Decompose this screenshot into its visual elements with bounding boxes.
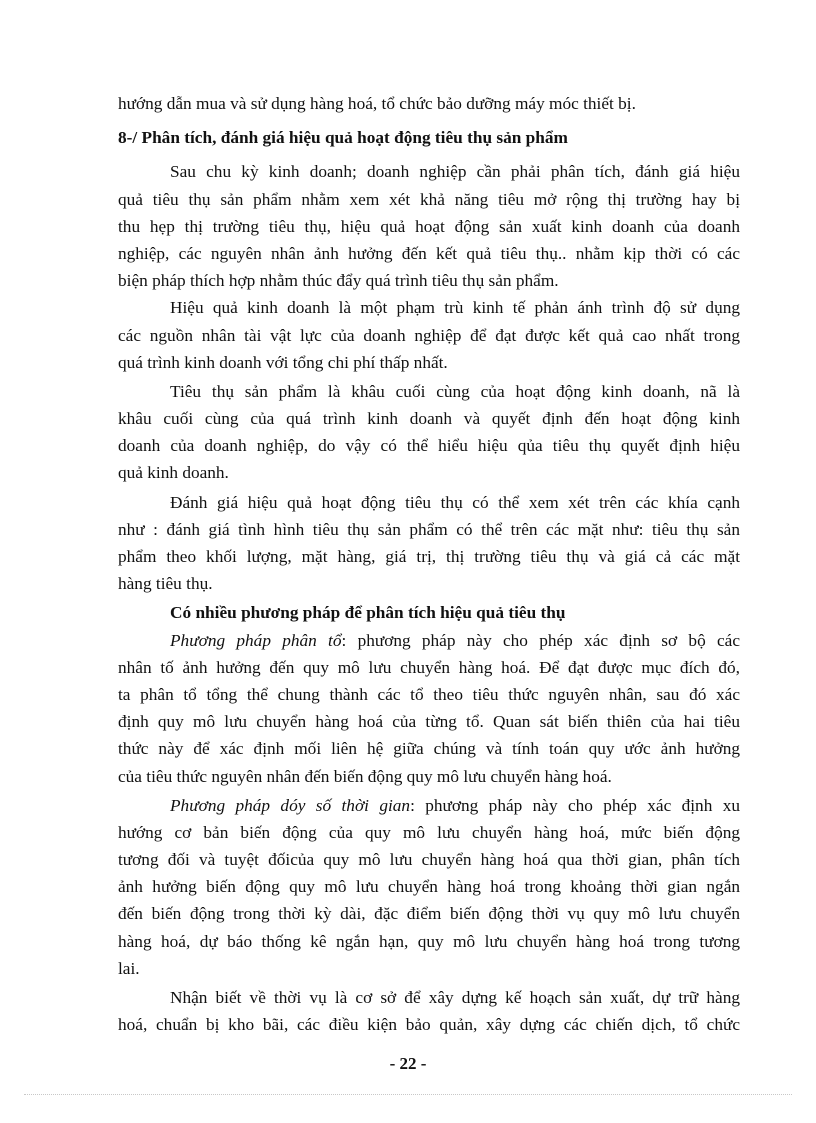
methods-heading: Có nhiều phương pháp để phân tích hiệu quả tiêu thụ <box>170 603 566 623</box>
text-line: nhân tố ảnh hưởng đến quy mô lưu chuyển hàng hoá. Để đạt được mục đích đó, <box>118 657 740 677</box>
method-2-term: Phương pháp dóy số thời gian <box>170 795 411 815</box>
text-line: hàng tiêu thụ. <box>118 574 213 594</box>
text-line: ảnh hưởng biến động quy mô lưu chuyển hàng hoá trong khoảng thời gian ngắn <box>118 877 740 897</box>
paragraph-3 <box>118 378 740 487</box>
text-line: các nguồn nhân tài vật lực của doanh nghiệp để đạt được kết quả cao nhất trong <box>118 325 740 345</box>
page-body <box>118 90 740 1038</box>
text-line: ta phân tổ tổng thể chung thành các tổ theo tiêu thức nguyên nhân, sau đó xác <box>118 684 740 704</box>
text-line: như : đánh giá tình hình tiêu thụ sản phẩm có thể trên các mặt như: tiêu thụ sản <box>118 519 740 539</box>
method-1-term: Phương pháp phân tổ <box>170 630 342 650</box>
text-line: thức này để xác định mối liên hệ giữa chúng và tính toán quy ước ảnh hưởng <box>118 739 740 759</box>
paragraph-2 <box>118 294 740 376</box>
text-line: của tiêu thức nguyên nhân đến biến động quy mô lưu chuyển hàng hoá. <box>118 766 612 786</box>
method-2-paragraph <box>118 792 740 982</box>
text-line: khâu cuối cùng của quá trình kinh doanh và quyết định đến hoạt động kinh <box>118 409 740 429</box>
text-line: biện pháp thích hợp nhằm thúc đẩy quá trình tiêu thụ sản phẩm. <box>118 271 559 291</box>
text-line: phẩm theo khối lượng, mặt hàng, giá trị, thị trường tiêu thụ và giá cả các mặt <box>118 547 740 566</box>
text-line: lai. <box>118 958 140 978</box>
paragraph-5 <box>118 984 740 1038</box>
text-line: quả kinh doanh. <box>118 463 229 483</box>
text-line: đến biến động trong thời kỳ dài, đặc điểm biến động thời vụ quy mô lưu chuyển <box>118 904 740 924</box>
page-number: - 22 - <box>389 1054 427 1073</box>
text-line: thu hẹp thị trường tiêu thụ, hiệu quả hoạt động sản xuất kinh doanh của doanh <box>118 216 740 236</box>
text-line <box>118 627 740 654</box>
page-bottom-divider <box>24 1094 792 1095</box>
method-2-text: : phương pháp này cho phép xác định xu <box>410 795 740 815</box>
text-line: Hiệu quả kinh doanh là một phạm trù kinh tế phản ánh trình độ sử dụng <box>170 298 740 318</box>
text-line: định quy mô lưu chuyển hàng hoá của từng tổ. Quan sát biến thiên của hai tiêu <box>118 712 740 732</box>
text-line: Nhận biết về thời vụ là cơ sở để xây dựng kế hoạch sản xuất, dự trữ hàng <box>170 988 740 1007</box>
paragraph-1 <box>118 158 740 294</box>
text-line: quả tiêu thụ sản phẩm nhằm xem xét khả năng tiêu mở rộng thị trường hay bị <box>118 189 740 209</box>
text-line: quá trình kinh doanh với tổng chi phí thấp nhất. <box>118 352 448 372</box>
method-1-paragraph <box>118 627 740 790</box>
method-1-text: : phương pháp này cho phép xác định sơ bộ các <box>341 630 740 650</box>
text-line: tương đối và tuyệt đốicủa quy mô lưu chuyển hàng hoá qua thời gian, phân tích <box>118 850 740 870</box>
text-line: nghiệp, các nguyên nhân ảnh hưởng đến kết quả tiêu thụ.. nhằm kịp thời có các <box>118 243 740 263</box>
text-line: hướng dẫn mua và sử dụng hàng hoá, tổ chức bảo dưỡng máy móc thiết bị. <box>118 94 636 113</box>
text-line <box>118 792 740 819</box>
text-line: Sau chu kỳ kinh doanh; doanh nghiệp cần phải phân tích, đánh giá hiệu <box>170 162 740 182</box>
section-heading: 8-/ Phân tích, đánh giá hiệu quả hoạt động tiêu thụ sản phẩm <box>118 128 568 148</box>
text-line: Đánh giá hiệu quả hoạt động tiêu thụ có thể xem xét trên các khía cạnh <box>170 492 740 512</box>
text-line: doanh của doanh nghiệp, do vậy có thể hiểu hiệu qủa tiêu thụ quyết định hiệu <box>118 436 740 456</box>
text-line: Tiêu thụ sản phẩm là khâu cuối cùng của hoạt động kinh doanh, nã là <box>170 381 740 401</box>
text-line: hàng hoá, dự báo thống kê ngắn hạn, quy mô lưu chuyển hàng hoá trong tương <box>118 931 740 951</box>
text-line: hoá, chuẩn bị kho bãi, các điều kiện bảo quản, xây dựng các chiến dịch, tổ chức <box>118 1015 740 1035</box>
paragraph-4 <box>118 489 740 598</box>
text-line: hướng cơ bản biến động của quy mô lưu chuyển hàng hoá, mức biến động <box>118 822 740 842</box>
